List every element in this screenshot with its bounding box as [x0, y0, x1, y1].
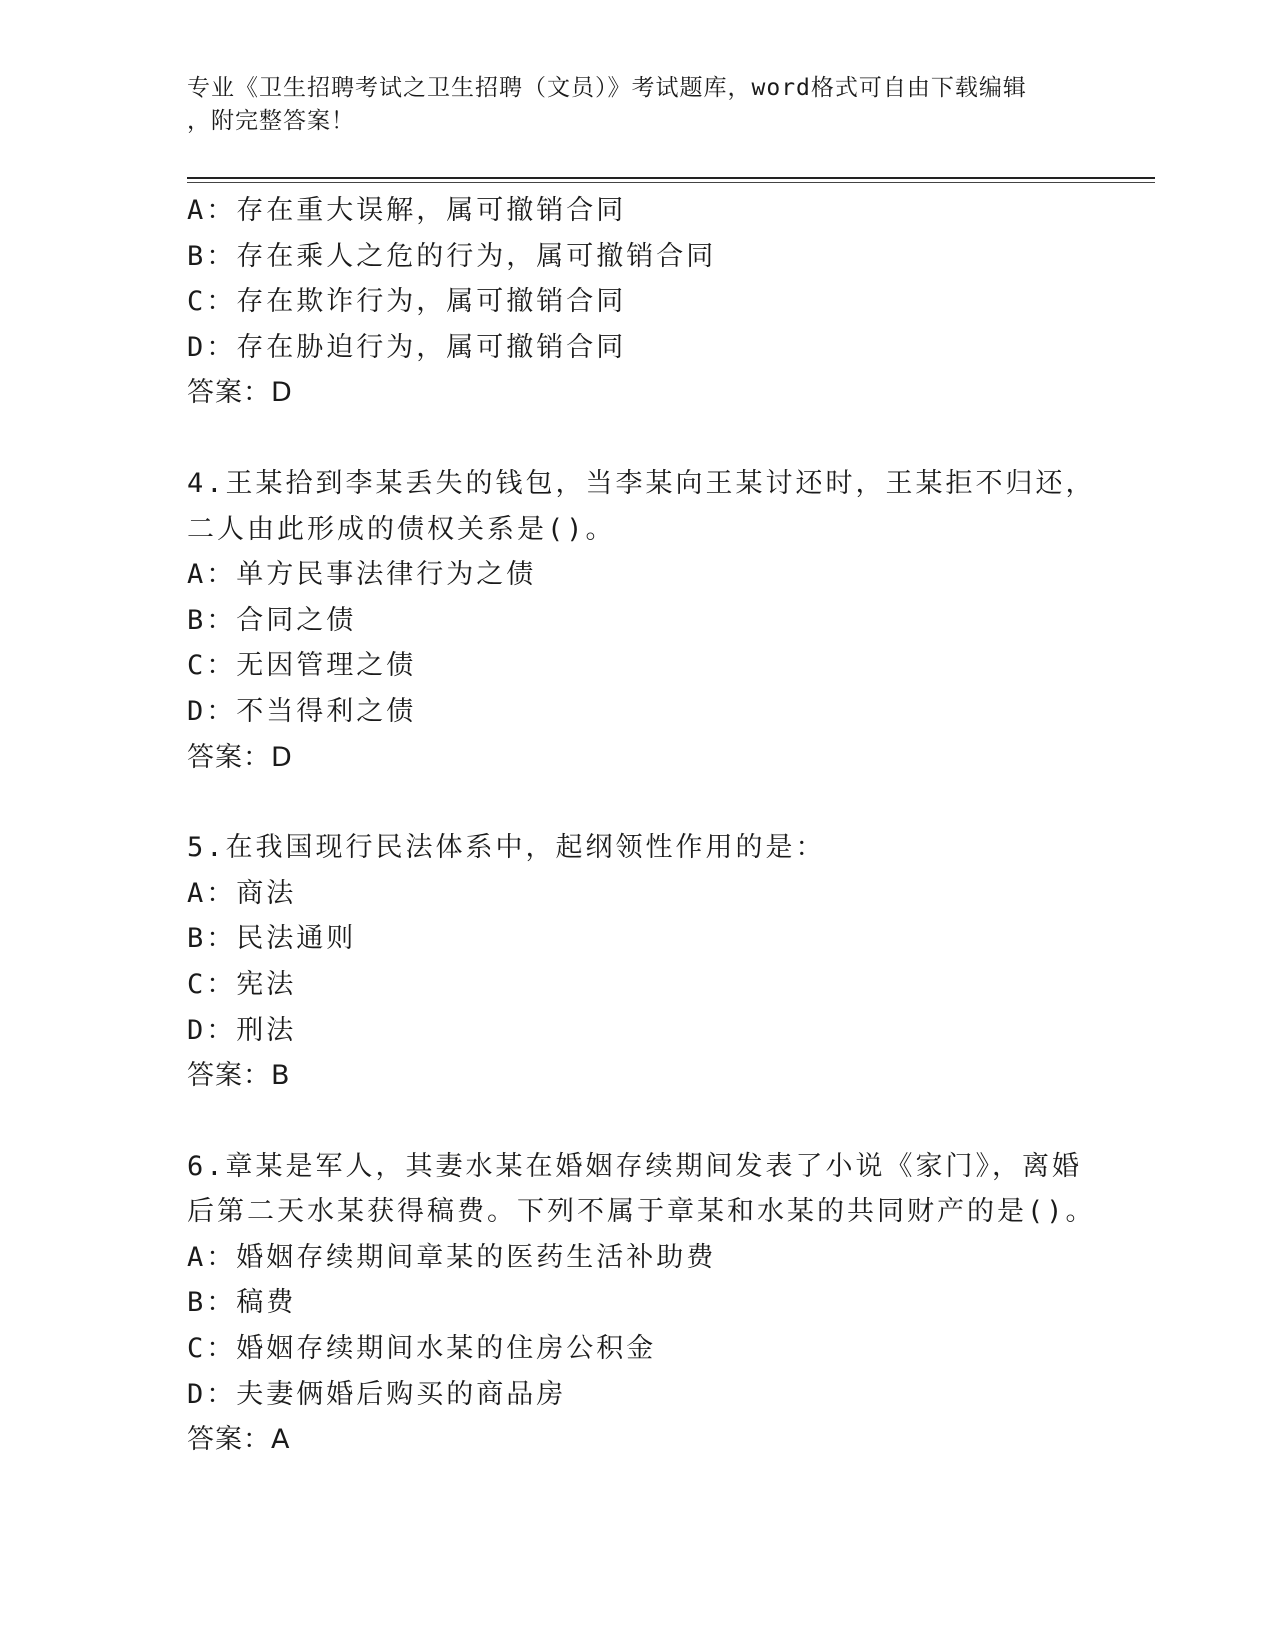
option-c: C：婚姻存续期间水某的住房公积金 [187, 1333, 657, 1365]
question-stem-line-2: 二人由此形成的债权关系是()。 [187, 513, 616, 545]
option-a: A：单方民事法律行为之债 [187, 559, 537, 591]
header-divider-thick [187, 177, 1155, 179]
option-d: D：不当得利之债 [187, 695, 417, 727]
question-stem-line-1: 4.王某拾到李某丢失的钱包，当李某向王某讨还时，王某拒不归还， [187, 467, 1096, 499]
question-3 [187, 188, 1155, 416]
question-stem-line-1: 6.章某是军人，其妻水某在婚姻存续期间发表了小说《家门》，离婚 [187, 1150, 1083, 1182]
option-b: B：稿费 [187, 1287, 297, 1319]
option-b: B：存在乘人之危的行为，属可撤销合同 [187, 240, 717, 272]
page-header [187, 72, 1087, 138]
option-b: B：民法通则 [187, 923, 357, 955]
question-stem-line-2: 后第二天水某获得稿费。下列不属于章某和水某的共同财产的是()。 [187, 1196, 1096, 1228]
answer-line: 答案：D [187, 377, 293, 409]
option-a: A：商法 [187, 877, 297, 909]
option-d: D：存在胁迫行为，属可撤销合同 [187, 331, 627, 363]
answer-line: 答案：D [187, 741, 293, 773]
option-a: A：存在重大误解，属可撤销合同 [187, 195, 627, 226]
option-c: C：宪法 [187, 968, 297, 1000]
header-divider-thin [187, 182, 1155, 183]
option-c: C：存在欺诈行为，属可撤销合同 [187, 286, 627, 318]
spacer [187, 416, 1155, 461]
question-4 [187, 461, 1155, 780]
header-line-2: ，附完整答案！ [187, 108, 355, 134]
spacer [187, 1099, 1155, 1144]
option-d: D：刑法 [187, 1014, 297, 1046]
spacer [187, 780, 1155, 825]
option-c: C：无因管理之债 [187, 650, 417, 682]
question-5 [187, 825, 1155, 1099]
option-a: A：婚姻存续期间章某的医药生活补助费 [187, 1241, 717, 1273]
header-line-1: 专业《卫生招聘考试之卫生招聘（文员）》考试题库，word格式可自由下载编辑 [187, 75, 1027, 101]
answer-line: 答案：B [187, 1060, 291, 1092]
answer-line: 答案：A [187, 1424, 291, 1456]
question-list [187, 188, 1155, 1463]
question-stem-line-1: 5.在我国现行民法体系中，起纲领性作用的是： [187, 832, 826, 864]
option-d: D：夫妻俩婚后购买的商品房 [187, 1378, 567, 1410]
option-b: B：合同之债 [187, 604, 357, 636]
question-6 [187, 1144, 1155, 1463]
